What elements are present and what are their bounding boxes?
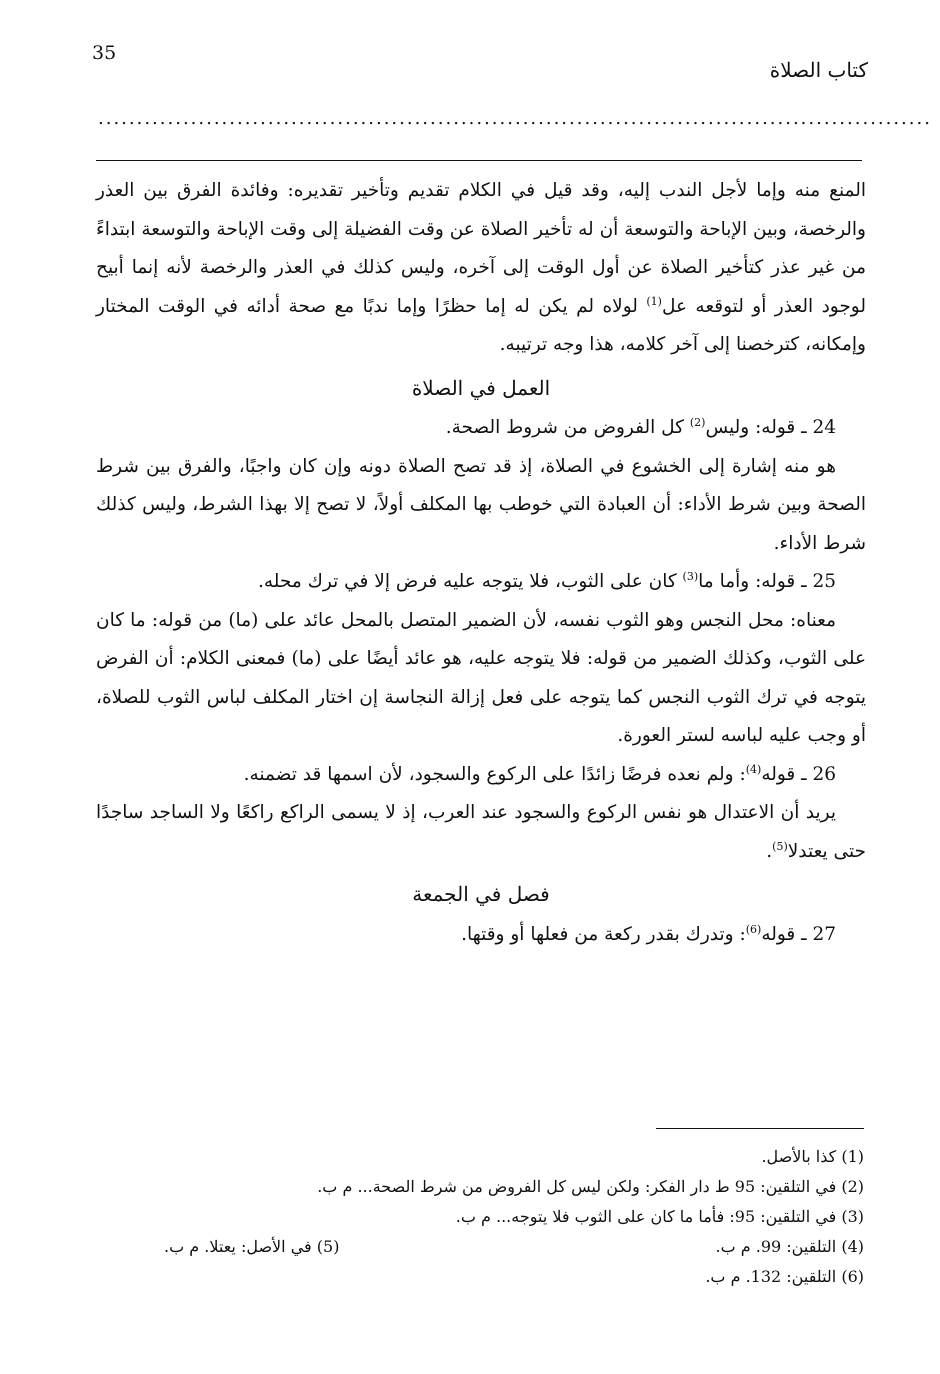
footnote-ref-4: (4) [745,762,762,776]
main-text [96,172,866,954]
commentary-24: هو منه إشارة إلى الخشوع في الصلاة، إذ قد تصح الصلاة دونه وإن كان واجبًا، والفرق بين شرط الصحة وبين شرط الأداء: أن العبادة التي خوطب بها المكلف أولاً، لا تصح إلا بهذا الشرط، وليس كذلك شرط الأداء. [96,455,866,554]
commentary-25: معناه: محل النجس وهو الثوب نفسه، لأن الضمير المتصل بالمحل عائد على (ما) من قوله: ما كان على الثوب، وكذلك الضمير من قوله: فلا يتوجه عليه، هو عائد أيضًا على (ما) فمعنى الكلام: أن الفرض يتوجه في ترك الثوب النجس كما يتوجه على فعل إزالة النجاسة إن اختار المكلف لباس الثوب للصلاة، أو وجب عليه لباسه لستر العورة. [96,609,866,746]
header-rule [96,160,862,161]
footnote-2: (2) في التلقين: 95 ط دار الفكر: ولكن ليس كل الفروض من شرط الصحة... م ب. [317,1177,864,1196]
footnote-6: (6) التلقين: 132. م ب. [705,1267,864,1286]
footnote-5: (5) في الأصل: يعتلا. م ب. [164,1237,340,1256]
footnote-rule [656,1128,864,1129]
section-heading-prayer-actions: العمل في الصلاة [411,375,551,400]
footnote-3: (3) في التلقين: 95: فأما ما كان على الثوب فلا يتوجه... م ب. [455,1207,864,1226]
footnote-ref-1: (1) [646,294,662,308]
dotted-line: ............................................................................................................ [98,108,932,129]
page-number: 35 [92,42,117,64]
quote-25: 25 ـ قوله: وأما ما$^{(3)}$ كان على الثوب، فلا يتوجه عليه فرض إلا في ترك محله. [258,569,836,592]
paragraph-1: المنع منه وإما لأجل الندب إليه، وقد قيل في الكلام تقديم وتأخير تقديره: وفائدة الفرق بين العذر والرخصة، وبين الإباحة والتوسعة أن له تأخير الصلاة عن وقت الفضيلة إلى وقت الإباحة والتوسعة ابتداءً من غير عذر كتأخير الصلاة عن أول الوقت إلى آخره، وليس كذلك في العذر والرخصة لأنه إنما أبيح لوجود العذر أو لتوقعه عل$^{(1)}$ لولاه لم يكن له إما حظرًا وإما ندبًا مع صحة أدائه في الوقت المختار وإمكانه، كترخصنا إلى آخر كلامه، هذا وجه ترتيبه. [96,180,866,355]
footnote-row-4-5 [104,1232,864,1262]
footnote-ref-3: (3) [682,569,699,583]
footnote-ref-5: (5) [772,839,788,853]
footnote-4: (4) التلقين: 99. م ب. [715,1237,864,1256]
quote-27: 27 ـ قوله$^{(6)}$: وتدرك بقدر ركعة من فعلها أو وقتها. [461,922,836,945]
quote-24: 24 ـ قوله: وليس$^{(2)}$ كل الفروض من شروط الصحة. [445,415,836,438]
footnote-1: (1) كذا بالأصل. [761,1147,864,1166]
commentary-26: يريد أن الاعتدال هو نفس الركوع والسجود عند العرب، إذ لا يسمى الراكع راكعًا ولا الساجد ساجدًا حتى يعتدلا$^{(5)}$. [96,802,866,862]
running-header-title: كتاب الصلاة [769,58,868,82]
footnote-ref-6: (6) [745,922,762,936]
footnote-ref-2: (2) [689,415,706,429]
section-heading-friday: فصل في الجمعة [412,882,550,906]
quote-26: 26 ـ قوله$^{(4)}$: ولم نعده فرضًا زائدًا على الركوع والسجود، لأن اسمها قد تضمنه. [243,762,836,785]
footnotes [104,1142,864,1292]
